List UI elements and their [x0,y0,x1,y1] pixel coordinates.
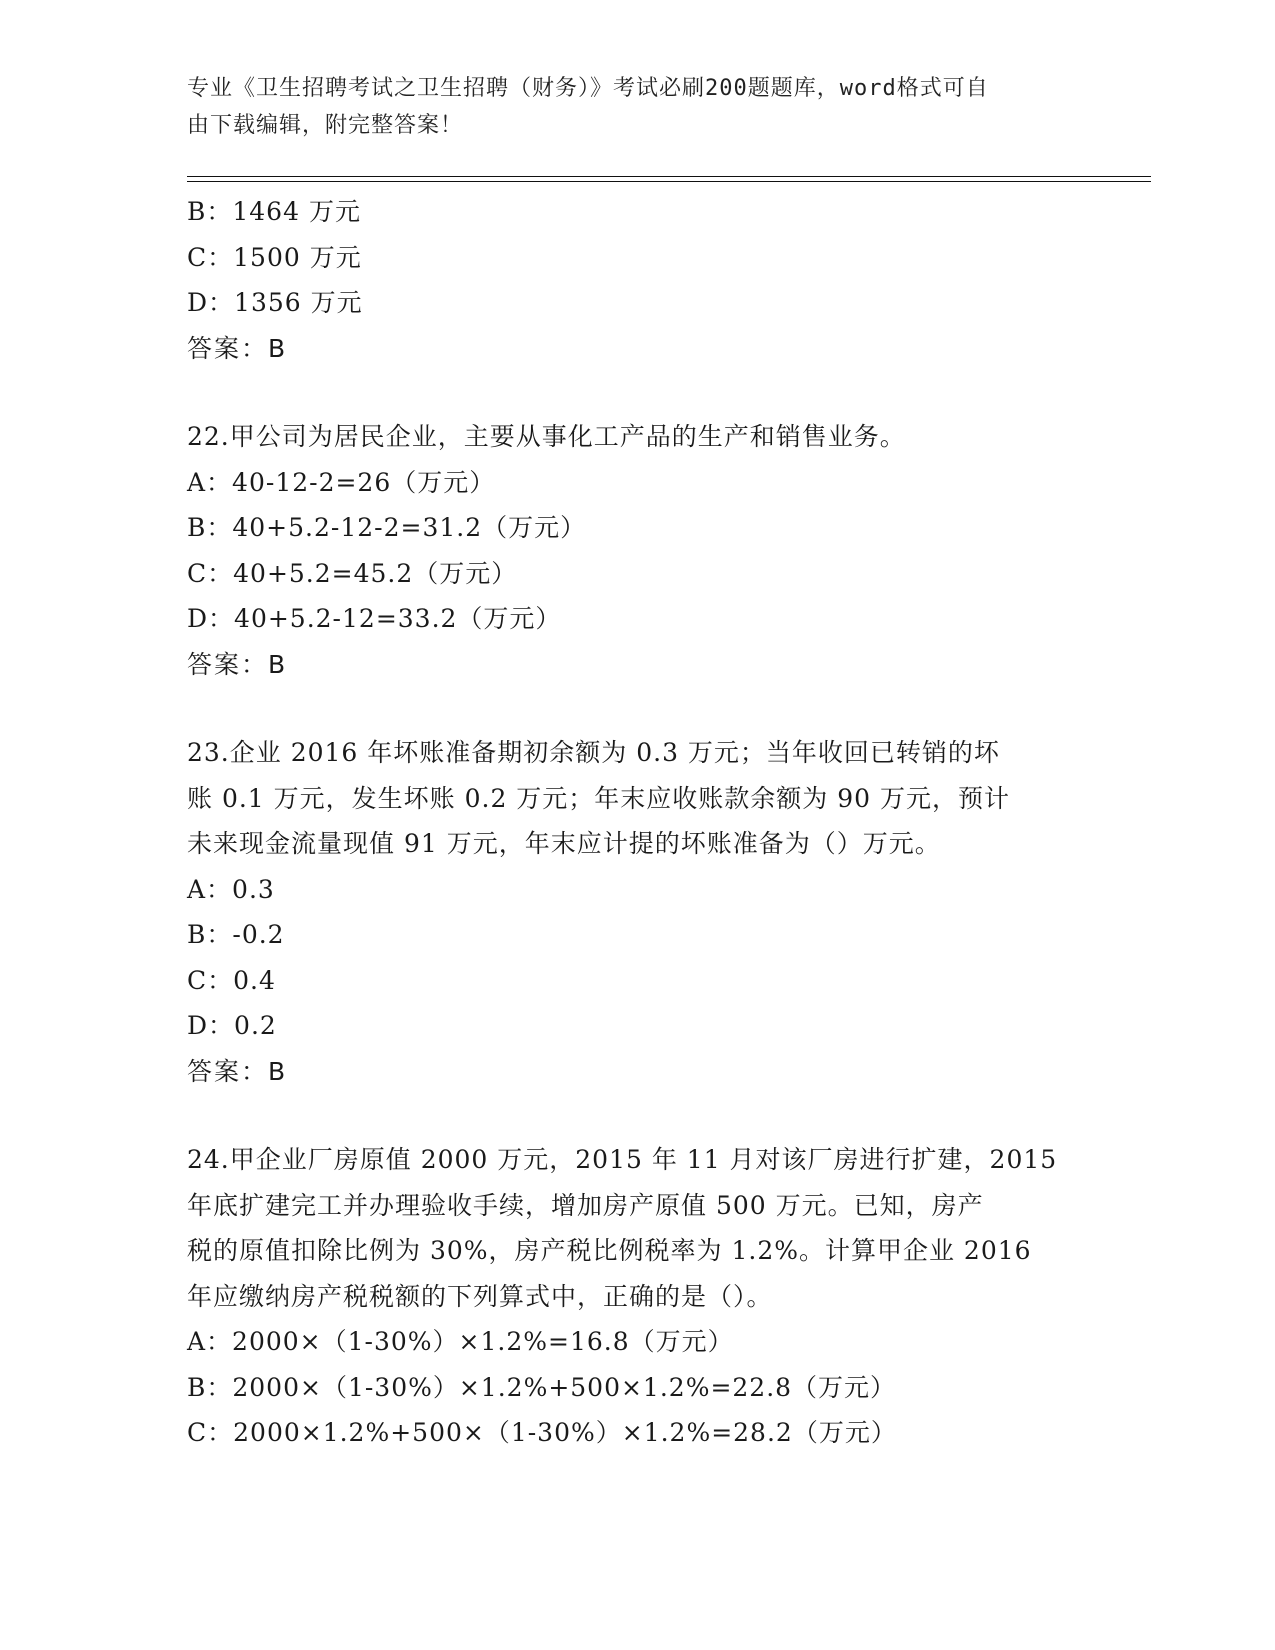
option-d: D：1356 万元 [187,288,363,317]
document-header [187,70,1067,144]
question-stem-line-3: 税的原值扣除比例为 30%，房产税比例税率为 1.2%。计算甲企业 2016 [187,1236,1032,1265]
question-stem-line-1: 23.企业 2016 年坏账准备期初余额为 0.3 万元；当年收回已转销的坏 [187,738,1000,767]
header-divider-top [187,176,1151,177]
option-d: D：0.2 [187,1011,277,1040]
option-b: B：-0.2 [187,920,285,949]
spacer [187,1094,1087,1137]
option-c: C：0.4 [187,965,276,995]
answer-line: 答案：B [187,333,288,363]
question-stem-line-1: 24.甲企业厂房原值 2000 万元，2015 年 11 月对该厂房进行扩建，2015 [187,1145,1058,1174]
option-d: D：40+5.2-12=33.2（万元） [187,604,562,633]
option-b: B：1464 万元 [187,197,361,226]
option-a: A：40-12-2=26（万元） [187,467,496,497]
question-stem-line-4: 年应缴纳房产税税额的下列算式中，正确的是（）。 [187,1281,773,1311]
header-divider-bottom [187,181,1151,182]
header-title-line-1: 专业《卫生招聘考试之卫生招聘（财务）》考试必刷200题题库，word格式可自 [187,76,989,101]
option-c: C：40+5.2=45.2（万元） [187,558,518,588]
question-24 [187,1137,1087,1456]
header-title-line-2: 由下载编辑，附完整答案！ [187,113,464,138]
question-stem-line-3: 未来现金流量现值 91 万元，年末应计提的坏账准备为（）万元。 [187,829,941,858]
option-c: C：2000×1.2%+500×（1-30%）×1.2%=28.2（万元） [187,1418,897,1447]
option-b: B：40+5.2-12-2=31.2（万元） [187,513,587,542]
option-a: A：2000×（1-30%）×1.2%=16.8（万元） [187,1327,734,1356]
answer-line: 答案：B [187,1056,288,1086]
question-stem-line-2: 账 0.1 万元，发生坏账 0.2 万元；年末应收账款余额为 90 万元，预计 [187,783,1011,813]
question-23 [187,730,1087,1094]
document-body [187,189,1087,1456]
option-c: C：1500 万元 [187,242,362,272]
option-a: A：0.3 [187,874,275,904]
answer-line: 答案：B [187,649,288,679]
option-b: B：2000×（1-30%）×1.2%+500×1.2%=22.8（万元） [187,1372,897,1402]
question-stem: 22.甲公司为居民企业，主要从事化工产品的生产和销售业务。 [187,422,906,451]
spacer [187,371,1087,414]
spacer [187,687,1087,730]
question-22 [187,414,1087,687]
question-stem-line-2: 年底扩建完工并办理验收手续，增加房产原值 500 万元。已知，房产 [187,1190,984,1220]
question-21-continued [187,189,1087,371]
